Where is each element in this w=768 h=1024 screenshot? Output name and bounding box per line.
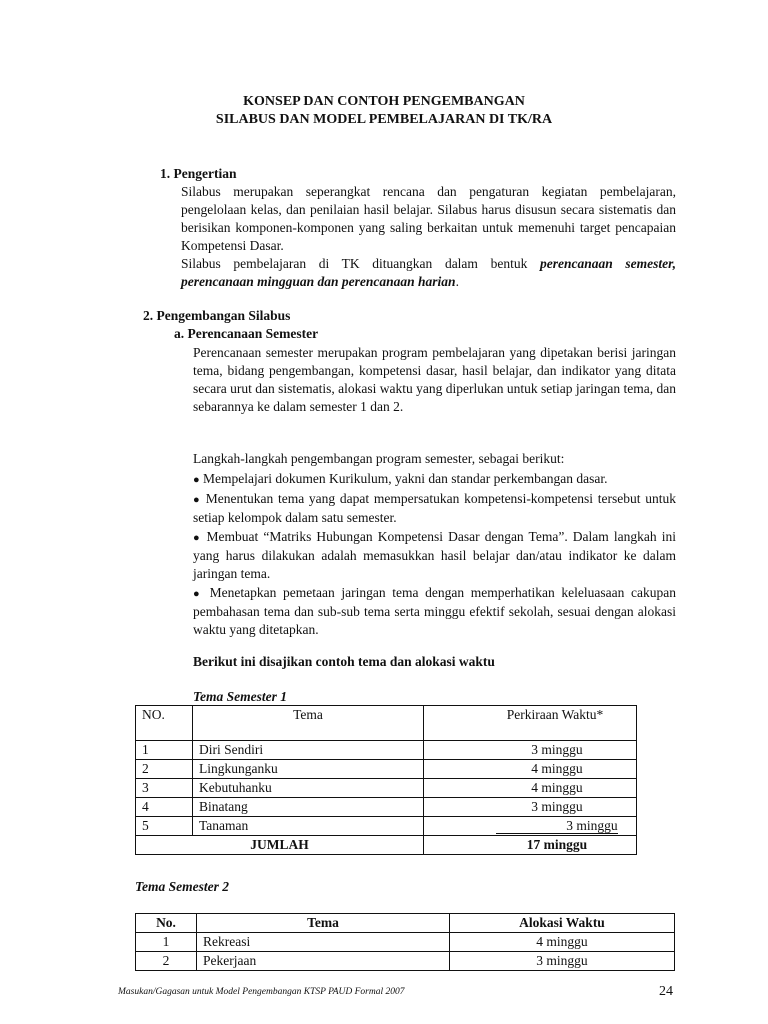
list-item <box>193 470 676 489</box>
section1-paragraph: Silabus merupakan seperangkat rencana dan pengaturan kegiatan pembelajaran, pengelolaan kelas, dan penilaian hasil belajar. Silabus harus disusun secara sistematis dan berisikan komponen-komponen yang saling berkaitan untuk memenuhi target pencapaian Kompetensi Dasar. <box>181 184 676 253</box>
list-item-text: Menentukan tema yang dapat mempersatukan kompetensi-kompetensi tersebut untuk setiap kelompok dalam satu semester. <box>193 491 677 525</box>
table-cell-no: 2 <box>136 760 193 779</box>
list-item <box>193 584 676 639</box>
table-semester1 <box>135 705 637 855</box>
table-cell-tema: Binatang <box>193 798 424 817</box>
table-cell-no: 1 <box>136 741 193 760</box>
table-total-value: 17 minggu <box>424 836 637 855</box>
page-title-line2: SILABUS DAN MODEL PEMBELAJARAN DI TK/RA <box>215 112 553 127</box>
steps-intro: Langkah-langkah pengembangan program semester, sebagai berikut: <box>193 451 565 466</box>
table-semester2 <box>135 913 675 971</box>
section1-paragraph2 <box>181 255 676 291</box>
table-header-alokasi: Alokasi Waktu <box>450 914 675 933</box>
table-cell-waktu: 4 minggu <box>424 779 637 798</box>
table-cell-no: 3 <box>136 779 193 798</box>
table-row <box>136 779 637 798</box>
table-row <box>136 817 637 836</box>
page-footer-text: Masukan/Gagasan untuk Model Pengembangan KTSP PAUD Formal 2007 <box>118 987 405 997</box>
list-item <box>193 490 676 527</box>
table1-caption: Tema Semester 1 <box>193 689 287 704</box>
subsection-a-paragraph: Perencanaan semester merupakan program pembelajaran yang dipetakan berisi jaringan tema, bidang pengembangan, kompetensi dasar, hasil belajar, dan indikator yang ditata secara urut dan sistematis, alokasi waktu yang diperlukan untuk setiap jaringan tema, dan sebarannya ke dalam semester 1 dan 2. <box>193 345 676 414</box>
page-title-line1: KONSEP DAN CONTOH PENGEMBANGAN <box>243 94 525 109</box>
table-header-no: NO. <box>136 706 193 741</box>
table-header-no: No. <box>136 914 197 933</box>
list-item <box>193 528 676 583</box>
steps-list <box>193 470 676 639</box>
bullet-icon: ● <box>193 532 202 544</box>
list-item-text: Menetapkan pemetaan jaringan tema dengan memperhatikan keleluasaan cakupan pembahasan tema dan sub-sub tema serta minggu efektif sekolah, sesuai dengan alokasi waktu yang ditetapkan. <box>193 585 676 637</box>
table-cell-no: 1 <box>136 933 197 952</box>
para2-start: Silabus pembelajaran di TK dituangkan dalam bentuk <box>181 256 540 271</box>
para2-end: . <box>455 274 459 289</box>
table-cell-no: 4 <box>136 798 193 817</box>
table-cell-no: 2 <box>136 952 197 971</box>
page-number: 24 <box>659 984 673 999</box>
underlined-value: 3 minggu <box>496 818 617 834</box>
table-cell-waktu: 3 minggu <box>450 952 675 971</box>
table-header-row <box>136 706 637 741</box>
table-cell-tema: Rekreasi <box>197 933 450 952</box>
table-header-row <box>136 914 675 933</box>
table-cell-tema: Tanaman <box>193 817 424 836</box>
table-row <box>136 798 637 817</box>
table-row <box>136 741 637 760</box>
example-heading: Berikut ini disajikan contoh tema dan alokasi waktu <box>193 654 495 669</box>
list-item-text: Mempelajari dokumen Kurikulum, yakni dan standar perkembangan dasar. <box>203 471 608 486</box>
table-row <box>136 933 675 952</box>
table-header-waktu: Perkiraan Waktu* <box>424 706 637 741</box>
bullet-icon: ● <box>193 588 203 600</box>
table-cell-tema: Kebutuhanku <box>193 779 424 798</box>
section1-heading: 1. Pengertian <box>160 166 237 181</box>
table-cell-tema: Lingkunganku <box>193 760 424 779</box>
table-cell-waktu: 4 minggu <box>450 933 675 952</box>
table-cell-waktu: 4 minggu <box>424 760 637 779</box>
table-total-row <box>136 836 637 855</box>
subsection-a-heading: a. Perencanaan Semester <box>174 326 319 341</box>
table2-caption: Tema Semester 2 <box>135 879 229 894</box>
table-cell-no: 5 <box>136 817 193 836</box>
table-header-tema: Tema <box>197 914 450 933</box>
section2-heading: 2. Pengembangan Silabus <box>143 308 291 323</box>
table-row <box>136 760 637 779</box>
table-row <box>136 952 675 971</box>
table-header-tema: Tema <box>193 706 424 741</box>
table-cell-tema: Pekerjaan <box>197 952 450 971</box>
bullet-icon: ● <box>193 494 202 506</box>
table-cell-waktu: 3 minggu <box>424 798 637 817</box>
table-total-label: JUMLAH <box>136 836 424 855</box>
table-cell-waktu: 3 minggu <box>424 741 637 760</box>
bullet-icon: ● <box>193 474 200 486</box>
table-cell-tema: Diri Sendiri <box>193 741 424 760</box>
table-cell-waktu <box>424 817 637 836</box>
para2-emphasis: perencanaan semester, perencanaan mingguan dan perencanaan harian <box>181 256 676 289</box>
list-item-text: Membuat “Matriks Hubungan Kompetensi Dasar dengan Tema”. Dalam langkah ini yang harus dilakukan adalah memasukkan hasil belajar dan/atau indikator ke dalam jaringan tema. <box>193 529 676 581</box>
